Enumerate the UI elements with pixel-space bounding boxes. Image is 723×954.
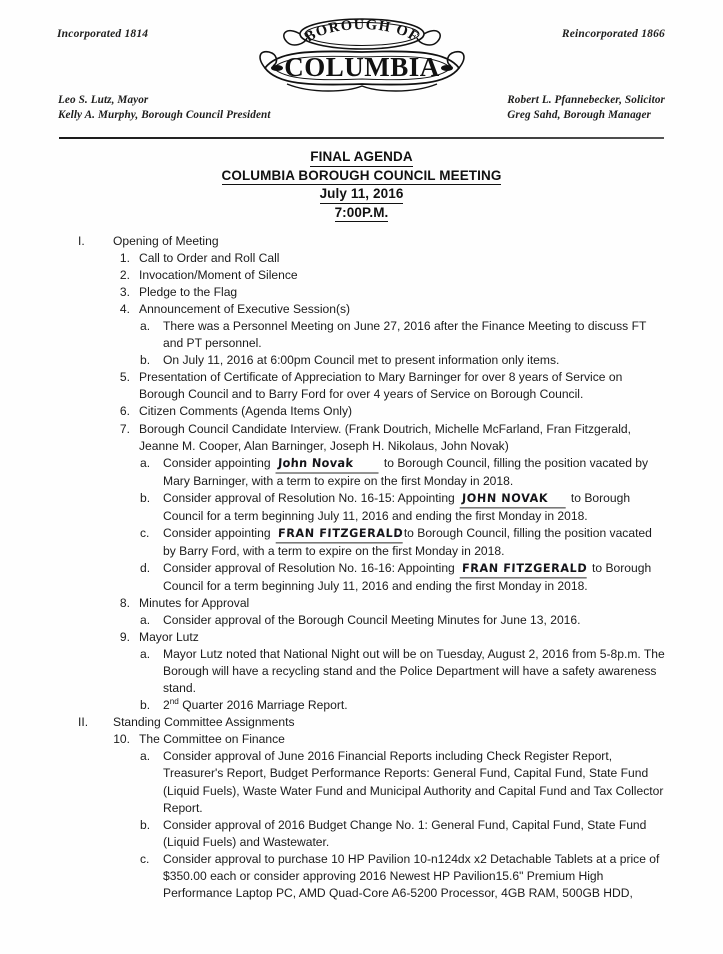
agenda-item-7d xyxy=(0,560,723,595)
section-1-marker: I. xyxy=(78,234,85,248)
item-8-marker: 8. xyxy=(119,595,130,610)
item-7a-marker: a. xyxy=(140,455,151,470)
document-title-block xyxy=(0,148,723,222)
item-6-text: Citizen Comments (Agenda Items Only) xyxy=(139,404,353,419)
item-7c-body xyxy=(163,525,665,560)
agenda-item-8a xyxy=(0,612,723,629)
item-10-marker: 10. xyxy=(113,732,130,747)
agenda-item-4b xyxy=(0,352,723,369)
item-9-text: Mayor Lutz xyxy=(139,630,199,645)
item-4-marker: 4. xyxy=(119,302,130,317)
item-9b-text: Quarter 2016 Marriage Report. xyxy=(178,698,348,713)
title-meeting-time: 7:00P.M. xyxy=(335,204,389,223)
item-4b-text: On July 11, 2016 at 6:00pm Council met to present information only items. xyxy=(163,353,560,368)
item-7d-text-before: Consider approval of Resolution No. 16-16: Appointing xyxy=(163,560,455,575)
item-7-text: Borough Council Candidate Interview. (Frank Doutrich, Michelle McFarland, Fran Fitzgerald, Jeanne M. Cooper, Alan Barninger, Joseph H. Nikolaus, John Novak) xyxy=(139,421,632,453)
council-president-line: Kelly A. Murphy, Borough Council President xyxy=(58,108,271,121)
agenda-item-8 xyxy=(0,595,723,612)
item-7-marker: 7. xyxy=(119,421,130,436)
item-7c-text-after: to Borough Council, filling the position vacated by Barry Ford, with a term to expire on the first Monday in 2018. xyxy=(163,525,652,558)
item-9b-quarter-number: 2 xyxy=(163,698,170,713)
item-10-text: The Committee on Finance xyxy=(139,732,285,747)
agenda-item-9b xyxy=(0,697,723,714)
item-9a-text: Mayor Lutz noted that National Night out will be on Tuesday, August 2, 2016 from 5-8p.m. The Borough will have a recycling stand and the Police Department will have a safety awareness stand. xyxy=(163,647,665,696)
item-10b-marker: b. xyxy=(140,817,151,832)
reincorporated-date: Reincorporated 1866 xyxy=(561,28,665,40)
title-final-agenda: FINAL AGENDA xyxy=(310,148,412,167)
agenda-item-9a xyxy=(0,646,723,697)
section-2-title: Standing Committee Assignments xyxy=(113,715,295,730)
section-1-title: Opening of Meeting xyxy=(113,234,219,248)
agenda-item-7a xyxy=(0,455,723,490)
agenda-item-5 xyxy=(0,369,723,403)
item-4a-marker: a. xyxy=(140,319,151,334)
item-9a-marker: a. xyxy=(140,647,151,662)
header-divider xyxy=(59,137,664,139)
item-8-text: Minutes for Approval xyxy=(139,595,250,610)
letterhead xyxy=(0,0,723,132)
item-5-text: Presentation of Certificate of Appreciation to Mary Barninger for over 8 years of Service on Borough Council and to Barry Ford for over 4 years of Service on Borough Council. xyxy=(139,370,623,402)
agenda-item-2 xyxy=(0,267,723,284)
agenda-item-10 xyxy=(0,731,723,748)
item-2-marker: 2. xyxy=(119,268,130,283)
item-9b-body xyxy=(163,697,665,714)
item-4-text: Announcement of Executive Session(s) xyxy=(139,302,351,317)
officials-left xyxy=(58,93,271,122)
agenda-item-1 xyxy=(0,250,723,267)
item-10a-marker: a. xyxy=(140,749,151,764)
item-8a-text: Consider approval of the Borough Council Meeting Minutes for June 13, 2016. xyxy=(163,613,581,628)
item-8a-marker: a. xyxy=(140,613,151,628)
item-6-marker: 6. xyxy=(119,404,130,419)
agenda-section-2 xyxy=(0,714,723,731)
item-9b-marker: b. xyxy=(140,698,151,713)
item-7b-handwritten-appointee[interactable]: JOHN NOVAK xyxy=(459,489,566,508)
agenda-item-9 xyxy=(0,629,723,646)
item-7d-body xyxy=(163,560,665,595)
section-2-marker: II. xyxy=(78,715,89,730)
agenda-item-3 xyxy=(0,284,723,301)
item-9b-ordinal-suffix: nd xyxy=(169,697,179,707)
agenda-item-7c xyxy=(0,525,723,560)
item-7c-marker: c. xyxy=(140,525,150,540)
item-10a-text: Consider approval of June 2016 Financial Reports including Check Register Report, Treasurer's Report, Budget Performance Reports: General Fund, Capital Fund, State Fund (Liquid Fuels), Waste Water Fund and Municipal Authority and Capital Fund and Tax Collector Report. xyxy=(163,749,664,815)
item-7a-body xyxy=(163,455,665,490)
agenda-item-7 xyxy=(0,421,723,455)
agenda-item-4 xyxy=(0,301,723,318)
incorporated-date: Incorporated 1814 xyxy=(57,28,149,40)
item-3-text: Pledge to the Flag xyxy=(139,285,238,300)
item-9-marker: 9. xyxy=(119,630,130,645)
item-7d-handwritten-appointee[interactable]: FRAN FITZGERALD xyxy=(459,560,587,579)
item-10c-text: Consider approval to purchase 10 HP Pavilion 10-n124dx x2 Detachable Tablets at a price of $350.00 each or consider approving 2016 Newest HP Pavilion15.6" Premium High Performance Laptop PC, AMD Quad-Core A6-5200 Processor, 4GB RAM, 500GB HDD, xyxy=(163,851,660,900)
item-7b-marker: b. xyxy=(140,490,151,505)
title-meeting-date: July 11, 2016 xyxy=(320,185,404,204)
logo-top-text: BOROUGH OF xyxy=(301,17,422,46)
borough-manager-line: Greg Sahd, Borough Manager xyxy=(507,108,651,121)
agenda-section-1 xyxy=(0,233,723,250)
logo-main-text: COLUMBIA xyxy=(283,52,440,82)
agenda-item-10b xyxy=(0,817,723,851)
item-7d-marker: d. xyxy=(140,560,151,575)
title-meeting-name: COLUMBIA BOROUGH COUNCIL MEETING xyxy=(222,167,502,186)
agenda-list xyxy=(0,233,723,902)
borough-of-columbia-logo xyxy=(257,12,467,96)
item-7b-body xyxy=(163,490,665,525)
item-7c-text-before: Consider appointing xyxy=(163,525,271,540)
agenda-item-10c xyxy=(0,851,723,902)
solicitor-line: Robert L. Pfannebecker, Solicitor xyxy=(507,94,665,106)
agenda-item-6 xyxy=(0,403,723,420)
item-3-marker: 3. xyxy=(119,285,130,300)
item-10b-text: Consider approval of 2016 Budget Change No. 1: General Fund, Capital Fund, State Fund (Liquid Fuels) and Wastewater. xyxy=(163,817,647,849)
item-7d-text-after: to Borough Council for a term beginning July 11, 2016 and ending the first Monday in 2018. xyxy=(163,560,652,593)
agenda-item-4a xyxy=(0,318,723,352)
item-4a-text: There was a Personnel Meeting on June 27, 2016 after the Finance Meeting to discuss FT and PT personnel. xyxy=(163,319,647,351)
item-7a-text-after: to Borough Council, filling the position vacated by Mary Barninger, with a term to expire on the first Monday in 2018. xyxy=(163,455,649,488)
agenda-item-10a xyxy=(0,748,723,816)
item-7c-handwritten-appointee[interactable]: FRAN FITZGERALD xyxy=(275,524,403,543)
item-7b-text-before: Consider approval of Resolution No. 16-15: Appointing xyxy=(163,490,455,505)
item-7a-text-before: Consider appointing xyxy=(163,455,271,470)
item-1-marker: 1. xyxy=(119,251,130,266)
agenda-item-7b xyxy=(0,490,723,525)
item-1-text: Call to Order and Roll Call xyxy=(139,251,280,266)
item-7b-text-after: to Borough Council for a term beginning July 11, 2016 and ending the first Monday in 2018. xyxy=(163,490,631,523)
item-2-text: Invocation/Moment of Silence xyxy=(139,268,298,283)
officials-right xyxy=(507,93,665,122)
item-10c-marker: c. xyxy=(140,851,150,866)
item-5-marker: 5. xyxy=(119,370,130,385)
mayor-line: Leo S. Lutz, Mayor xyxy=(58,94,149,106)
item-7a-handwritten-appointee[interactable]: John Novak xyxy=(275,454,379,473)
item-4b-marker: b. xyxy=(140,353,151,368)
